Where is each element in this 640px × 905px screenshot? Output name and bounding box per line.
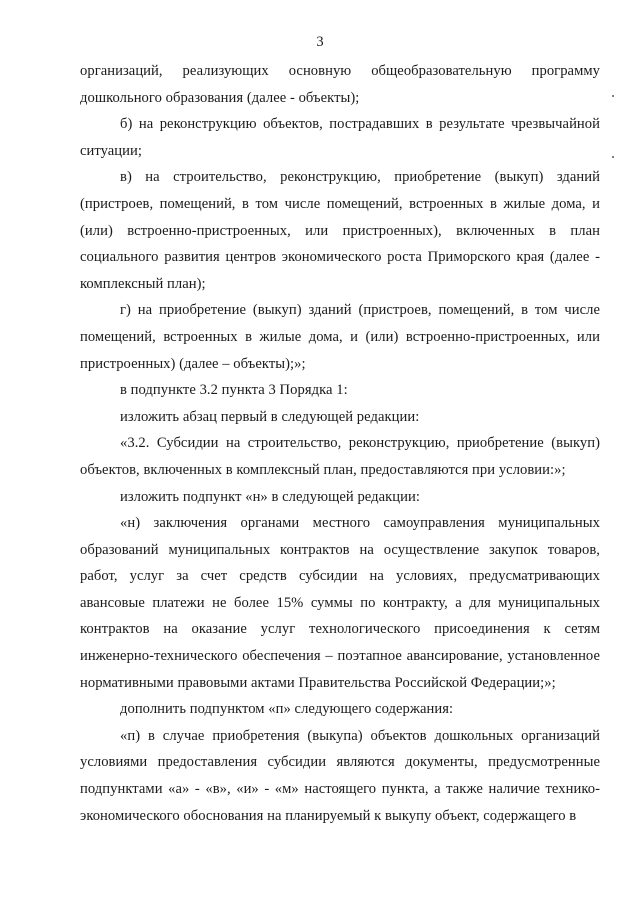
paragraph-item-g: г) на приобретение (выкуп) зданий (пристроев, помещений, в том числе помещений, встроенных в жилые дома, и (или) встроенно-пристроенных, или пристроенных) (далее – объекты);»;: [80, 302, 600, 372]
paragraph-continuation: организаций, реализующих основную общеобразовательную программу дошкольного образования (далее - объекты);: [80, 63, 600, 106]
paragraph-subpoint-p-text: «п) в случае приобретения (выкупа) объектов дошкольных организаций условиями предоставления субсидии являются документы, предусмотренные подпунктами «а» - «в», «и» - «м» настоящего пункта, а также наличие технико-экономического обоснования на планируемый к выкупу объект, содержащего в: [80, 727, 600, 824]
paragraph-3-2-text: «3.2. Субсидии на строительство, реконструкцию, приобретение (выкуп) объектов, включенных в комплексный план, предоставляются при условии:»;: [80, 435, 600, 478]
scan-speck: [612, 156, 614, 158]
page-number: 3: [316, 34, 324, 50]
paragraph-subpoint-n-text: «н) заключения органами местного самоуправления муниципальных образований муниципальных контрактов на осуществление закупок товаров, работ, услуг за счет средств субсидии на условиях, предусматривающих авансовые платежи не более 15% суммы по контракту, а для муниципальных контрактов на оказание услуг технологического присоединения к сетям инженерно-технического обеспечения – поэтапное авансирование, установленное нормативными правовыми актами Правительства Российской Федерации;»;: [80, 515, 600, 691]
paragraph-subpoint-p-instruction: дополнить подпунктом «п» следующего содержания:: [120, 701, 454, 718]
paragraph-subpoint-n-instruction: изложить подпункт «н» в следующей редакции:: [120, 488, 420, 505]
paragraph-subpoint-3-2: в подпункте 3.2 пункта 3 Порядка 1:: [120, 382, 348, 399]
scan-speck: [612, 95, 614, 97]
paragraph-first-abzac-instruction: изложить абзац первый в следующей редакции:: [120, 408, 420, 425]
document-body: [80, 58, 600, 829]
paragraph-item-v: в) на строительство, реконструкцию, приобретение (выкуп) зданий (пристроев, помещений, в том числе помещений, встроенных в жилые дома, и (или) встроенно-пристроенных, или пристроенных), включенных в план социального развития центров экономического роста Приморского края (далее - комплексный план);: [80, 169, 600, 292]
paragraph-item-b: б) на реконструкцию объектов, пострадавших в результате чрезвычайной ситуации;: [80, 116, 600, 159]
